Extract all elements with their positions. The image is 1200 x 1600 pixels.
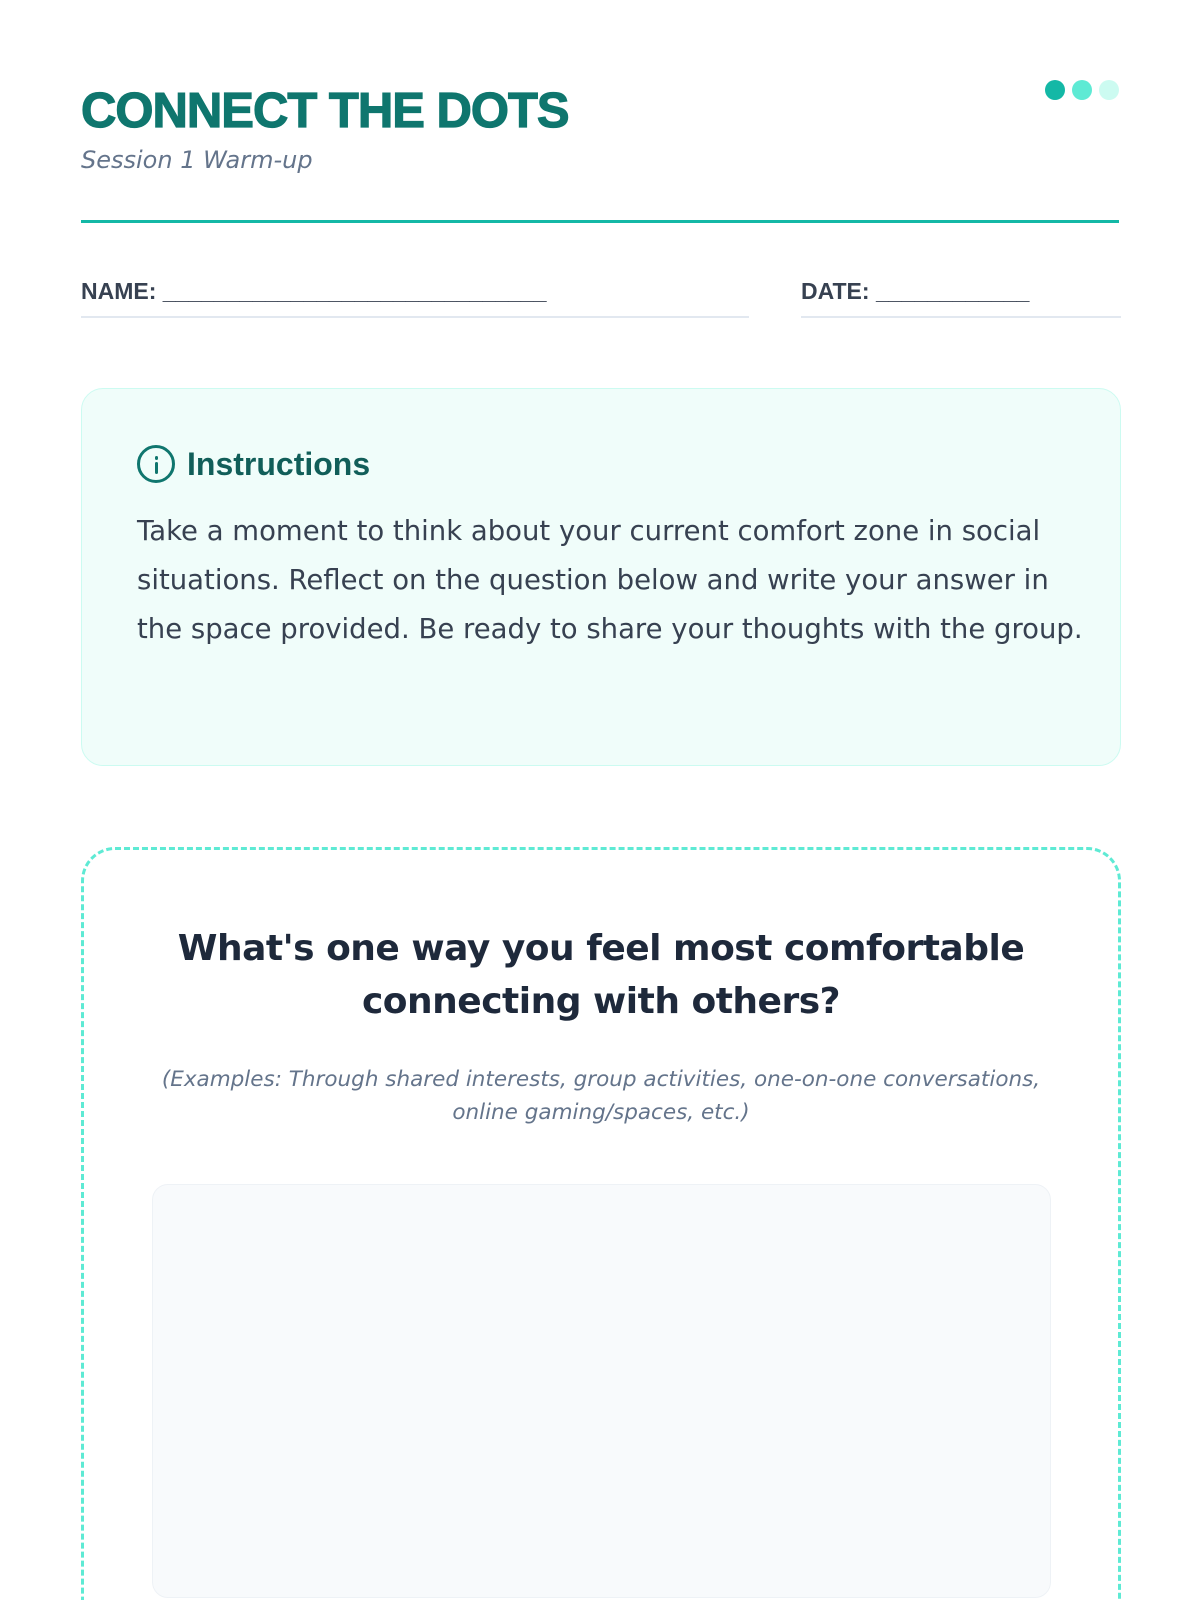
page-subtitle: Session 1 Warm-up — [81, 146, 313, 174]
instructions-heading — [137, 445, 1066, 483]
dot-icon — [1072, 80, 1092, 100]
page-title: CONNECT THE DOTS — [81, 84, 569, 138]
instructions-panel — [81, 388, 1121, 766]
instructions-title: Instructions — [187, 445, 371, 482]
question-examples: (Examples: Through shared interests, group activities, one-on-one conversations, online gaming/spaces, etc.) — [161, 1067, 1041, 1125]
instructions-text: Take a moment to think about your current comfort zone in social situations. Reflect on the question below and write your answer in the space provided. Be ready to share your thoughts with the group. — [137, 515, 1083, 645]
question-card — [81, 847, 1121, 1600]
worksheet-header — [81, 84, 1119, 174]
dot-icon — [1045, 80, 1065, 100]
answer-input[interactable] — [152, 1184, 1051, 1598]
decorative-dots — [1045, 80, 1119, 100]
header-divider — [81, 220, 1119, 223]
info-icon — [137, 445, 175, 483]
question-text: What's one way you feel most comfortable connecting with others? — [177, 928, 1025, 1022]
dot-icon — [1099, 80, 1119, 100]
name-field[interactable]: NAME: ______________________________ — [81, 278, 749, 318]
date-field[interactable]: DATE: ____________ — [801, 278, 1121, 318]
